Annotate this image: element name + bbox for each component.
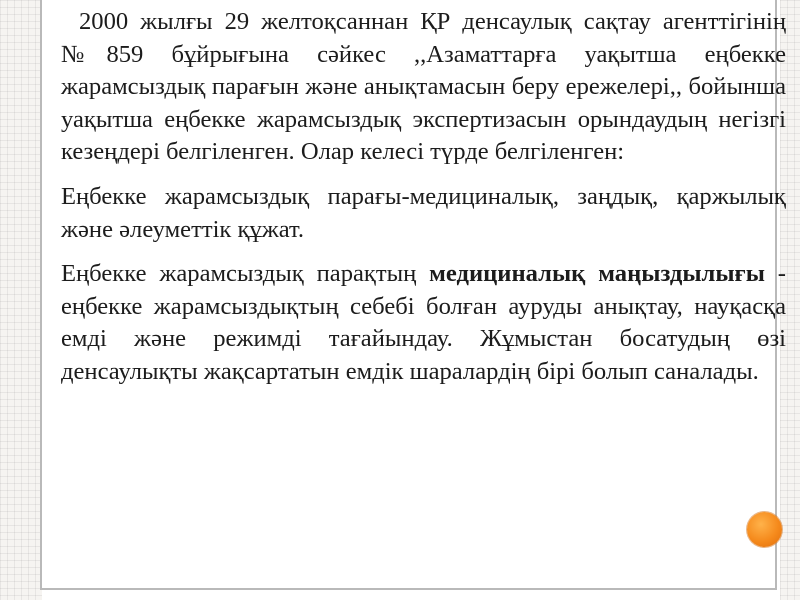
paragraph-1: 2000 жылғы 29 желтоқсаннан ҚР денсаулық сақтау агенттігінің №859 бұйрығына сәйкес ,,Азаматтарға уақытша еңбекке жарамсыздық парағын және анықтамасын беру ережелері,, бойынша уақытша еңбекке жарамсыздық экспертизасын орындаудың негізгі кезеңдері белгіленген. Олар келесі түрде белгіленген: [61,8,786,166]
decorative-orange-circle [747,512,782,547]
slide-body-text [61,6,786,389]
paragraph-2: Еңбекке жарамсыздық парағы-медициналық, заңдық, қаржылық және әлеуметтік құжат. [61,182,786,243]
paragraph-3-bold-term: медициналық маңыздылығы [429,260,765,288]
paragraph-3 [61,258,786,388]
paragraph-3-lead: Еңбекке жарамсыздық парақтың [61,260,430,288]
paragraph-3-rest: - еңбекке жарамсыздықтың себебі болған ауруды анықтау, науқасқа емді және режимді тағайындау. Жұмыстан босатудың өзі денсаулықты жақсартатын емдік шаралардің бірі болып саналады. [61,260,786,385]
left-grid-margin [0,0,42,600]
